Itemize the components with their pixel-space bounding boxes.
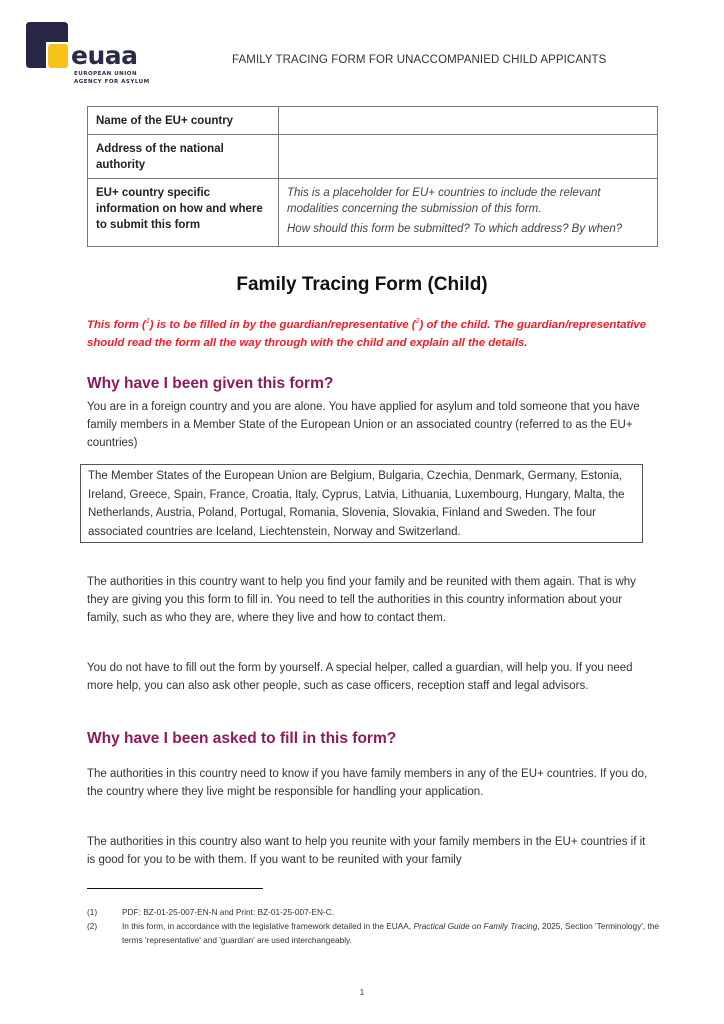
paragraph: The authorities in this country also want to help you reunite with your family members in the EU+ countries if it is good for you to be with them. If you want to be reunited with your family (87, 836, 646, 866)
footnote-divider (87, 888, 263, 889)
table-row (88, 107, 658, 135)
footnote-text-part: In this form, in accordance with the legislative framework detailed in the EUAA, (122, 921, 414, 931)
euaa-logo (24, 20, 154, 90)
country-info-table (87, 106, 658, 247)
country-name-field[interactable] (279, 107, 658, 135)
paragraph: You do not have to fill out the form by yourself. A special helper, called a guardian, will help you. If you need more help, you can also ask other people, such as case officers, reception staff and legal advisors. (87, 662, 633, 692)
footnote-item (87, 905, 662, 919)
running-header: FAMILY TRACING FORM FOR UNACCOMPANIED CHILD APPICANTS (232, 54, 607, 66)
row-label: Address of the national authority (88, 135, 279, 179)
euaa-logo-mark-icon (24, 20, 70, 70)
submission-info-field[interactable] (279, 179, 658, 247)
table-row (88, 179, 658, 247)
logo-subtitle-line2: AGENCY FOR ASYLUM (74, 79, 150, 85)
intro-text: This form ( (87, 318, 146, 331)
footnote-number: (2) (87, 921, 98, 931)
footnote-ref-2[interactable]: 2 (415, 318, 420, 325)
footnote-number: (1) (87, 907, 98, 917)
footnote-guide-title: Practical Guide on Family Tracing (413, 921, 538, 931)
footnote-text: PDF: BZ-01-25-007-EN-N and Print: BZ-01-25-007-EN-C. (122, 907, 335, 917)
footnote-text (122, 919, 662, 947)
intro-instruction (87, 313, 662, 352)
page-number: 1 (359, 987, 365, 997)
national-authority-address-field[interactable] (279, 135, 658, 179)
logo-wordmark: euaa (71, 41, 138, 70)
member-states-box: The Member States of the European Union are Belgium, Bulgaria, Czechia, Denmark, Germany, Estonia, Ireland, Greece, Spain, France, Croatia, Italy, Cyprus, Latvia, Lithuania, Luxembourg, Hungary, Malta, the Netherlands, Austria, Poland, Portugal, Romania, Slovenia, Slovakia, Finland and Sweden. The four associated countries are Iceland, Liechtenstein, Norway and Switzerland. (80, 464, 643, 543)
intro-text: ) is to be filled in by the guardian/representative ( (149, 318, 416, 331)
footnotes (87, 905, 662, 947)
row-label: EU+ country specific information on how and where to submit this form (88, 179, 279, 247)
paragraph: You are in a foreign country and you are alone. You have applied for asylum and told someone that you have family members in a Member State of the European Union or an associated country (referred to as the EU+ countries) (87, 401, 640, 449)
section-heading-given-form: Why have I been given this form? (87, 375, 334, 392)
paragraph: The authorities in this country need to know if you have family members in any of the EU+ countries. If you do, the country where they live might be responsible for handling your application. (87, 768, 648, 798)
row-label: Name of the EU+ country (88, 107, 279, 135)
footnote-text-part: , 2025, Section 'Terminology', the terms 'representative' and 'guardian' are used interchangeably. (122, 921, 660, 945)
footnote-item (87, 919, 662, 947)
section-heading-asked-to-fill: Why have I been asked to fill in this form? (87, 730, 397, 747)
footnote-ref-1[interactable]: 1 (145, 318, 150, 325)
page-title: Family Tracing Form (Child) (236, 274, 488, 295)
table-row (88, 135, 658, 179)
logo-subtitle-line1: EUROPEAN UNION (74, 71, 138, 77)
placeholder-text: This is a placeholder for EU+ countries to include the relevant modalities concerning the submission of this form. (287, 187, 601, 215)
intro-text: ) of the child. The guardian/representative should read the form all the way through with the child and explain all the details. (87, 318, 647, 349)
paragraph: The authorities in this country want to help you find your family and be reunited with them again. That is why they are giving you this form to fill in. You need to tell the authorities in this country information about your family, such as who they are, where they live and how to contact them. (87, 576, 636, 624)
placeholder-question: How should this form be submitted? To which address? By when? (287, 223, 623, 235)
